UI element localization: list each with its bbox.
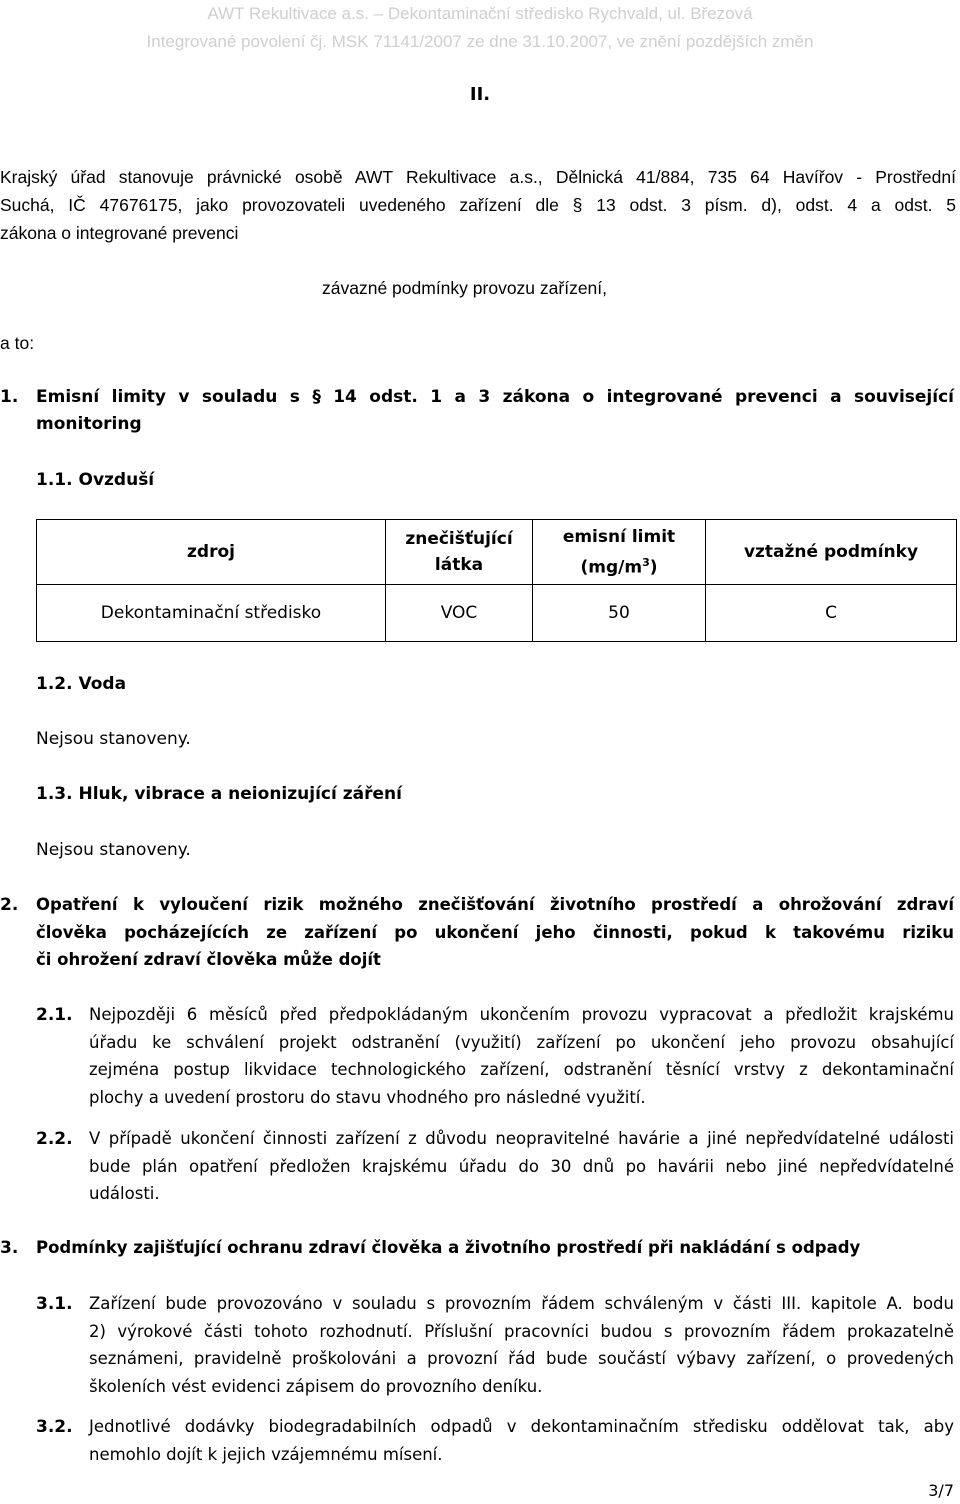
- intro-line-1: Krajský úřad stanovuje právnické osobě AWT Rekultivace a.s., Dělnická 41/884, 735 64 Havířov - Prostřední: [0, 167, 956, 187]
- section-1-3-title: 1.3. Hluk, vibrace a neionizující záření: [36, 784, 402, 804]
- cell-pollutant: VOC: [386, 585, 533, 642]
- page-number: 3/7: [928, 1481, 954, 1500]
- section-3-2-line-1: Jednotlivé dodávky biodegradabilních odpadů v dekontaminačním středisku oddělovat tak, aby: [89, 1417, 954, 1436]
- section-1-number: 1.: [0, 387, 19, 407]
- section-2-1-line-2: úřadu ke schválení projekt odstranění (využití) zařízení po ukončení jeho provozu obsahující: [89, 1032, 954, 1052]
- section-1-title-line-1: Emisní limity v souladu s § 14 odst. 1 a 3 zákona o integrované prevenci a související: [36, 387, 954, 407]
- section-3-1-line-4: školeních vést evidenci zápisem do provozního deníku.: [89, 1376, 543, 1396]
- section-2-title: [36, 891, 954, 974]
- header-limit: [533, 520, 706, 585]
- header-pollutant-label-1: znečišťující: [405, 529, 513, 549]
- section-1-2-text: Nejsou stanoveny.: [36, 729, 191, 749]
- intro-line-2: Suchá, IČ 47676175, jako provozovateli uvedeného zařízení dle § 13 odst. 3 písm. d), odst. 4 a odst. 5: [0, 195, 956, 215]
- section-3-number: 3.: [0, 1238, 19, 1258]
- header-limit-label-3: ): [649, 557, 658, 578]
- section-2-2-line-3: události.: [89, 1184, 160, 1203]
- header-source: [37, 520, 386, 585]
- header-conditions-label: vztažné podmínky: [743, 542, 919, 562]
- section-1-title-line-2: monitoring: [36, 414, 142, 434]
- section-2-2-number: 2.2.: [36, 1129, 73, 1149]
- header-line-2: Integrované povolení čj. MSK 71141/2007 ze dne 31.10.2007, ve znění pozdějších změn: [146, 32, 814, 51]
- section-2-title-line-3: či ohrožení zdraví člověka může dojít: [36, 950, 381, 969]
- section-1-2-title: 1.2. Voda: [36, 674, 127, 694]
- header-limit-superscript: 3: [642, 555, 650, 569]
- intro-ato: a to:: [0, 333, 35, 353]
- section-2-title-line-1: Opatření k vyloučení rizik možného znečišťování životního prostředí a ohrožování zdraví: [36, 895, 954, 914]
- header-limit-label-2: (mg/m: [580, 557, 643, 578]
- header-pollutant: [386, 520, 533, 585]
- section-3-1-line-3: seznámeni, pravidelně proškolováni a provozní řád bude součástí výbavy zařízení, o provedených: [89, 1349, 954, 1368]
- section-2-2-text: [89, 1125, 954, 1208]
- emission-limits-table: [36, 519, 957, 642]
- header-source-label: zdroj: [187, 542, 235, 562]
- section-3-2-text: [89, 1413, 954, 1468]
- header-conditions: [706, 520, 957, 585]
- section-2-2-line-1: V případě ukončení činnosti zařízení z důvodu neopravitelné havárie a jiné nepředvídatelné události: [89, 1129, 954, 1148]
- table-header-row: [37, 520, 957, 585]
- section-3-1-line-2: 2) výrokové části tohoto rozhodnutí. Příslušní pracovníci budou s provozním řádem prokazatelně: [89, 1321, 954, 1341]
- section-2-1-number: 2.1.: [36, 1005, 73, 1025]
- header-line-1: AWT Rekultivace a.s. – Dekontaminační středisko Rychvald, ul. Březová: [207, 4, 753, 23]
- section-2-1-line-3: zejména postup likvidace technologického zařízení, odstranění těsnící vrstvy z dekontaminační: [89, 1060, 954, 1079]
- section-2-title-line-2: člověka pocházejících ze zařízení po ukončení jeho činnosti, pokud k takovému riziku: [36, 922, 954, 942]
- cell-source: Dekontaminační středisko: [37, 585, 386, 642]
- cell-limit: 50: [533, 585, 706, 642]
- section-1-1-title: 1.1. Ovzduší: [36, 470, 155, 490]
- header-limit-label-1: emisní limit: [562, 526, 676, 547]
- cell-conditions: C: [706, 585, 957, 642]
- table-row: [37, 585, 957, 642]
- section-title: II.: [469, 84, 491, 105]
- section-3-1-number: 3.1.: [36, 1294, 73, 1314]
- section-2-number: 2.: [0, 895, 19, 915]
- section-3-1-text: [89, 1290, 954, 1400]
- header-pollutant-label-2: látka: [434, 555, 484, 575]
- section-2-1-text: [89, 1001, 954, 1111]
- section-2-1-line-4: plochy a uvedení prostoru do stavu vhodného pro následné využití.: [89, 1087, 646, 1107]
- section-2-2-line-2: bude plán opatření předložen krajskému úřadu do 30 dnů po havárii nebo jiné nepředvídatelné: [89, 1156, 954, 1176]
- section-3-1-line-1: Zařízení bude provozováno v souladu s provozním řádem schváleným v části III. kapitole A. bodu: [89, 1294, 954, 1313]
- section-3-title: Podmínky zajišťující ochranu zdraví člověka a životního prostředí při nakládání s odpady: [36, 1238, 861, 1257]
- section-3-2-line-2: nemohlo dojít k jejich vzájemnému mísení.: [89, 1444, 443, 1464]
- section-1-3-text: Nejsou stanoveny.: [36, 840, 191, 860]
- section-2-1-line-1: Nejpozději 6 měsíců před předpokládaným ukončením provozu vypracovat a předložit krajskému: [89, 1005, 954, 1024]
- section-3-2-number: 3.2.: [36, 1417, 73, 1437]
- intro-line-3: zákona o integrované prevenci: [0, 223, 239, 243]
- intro-centered: závazné podmínky provozu zařízení,: [322, 278, 608, 298]
